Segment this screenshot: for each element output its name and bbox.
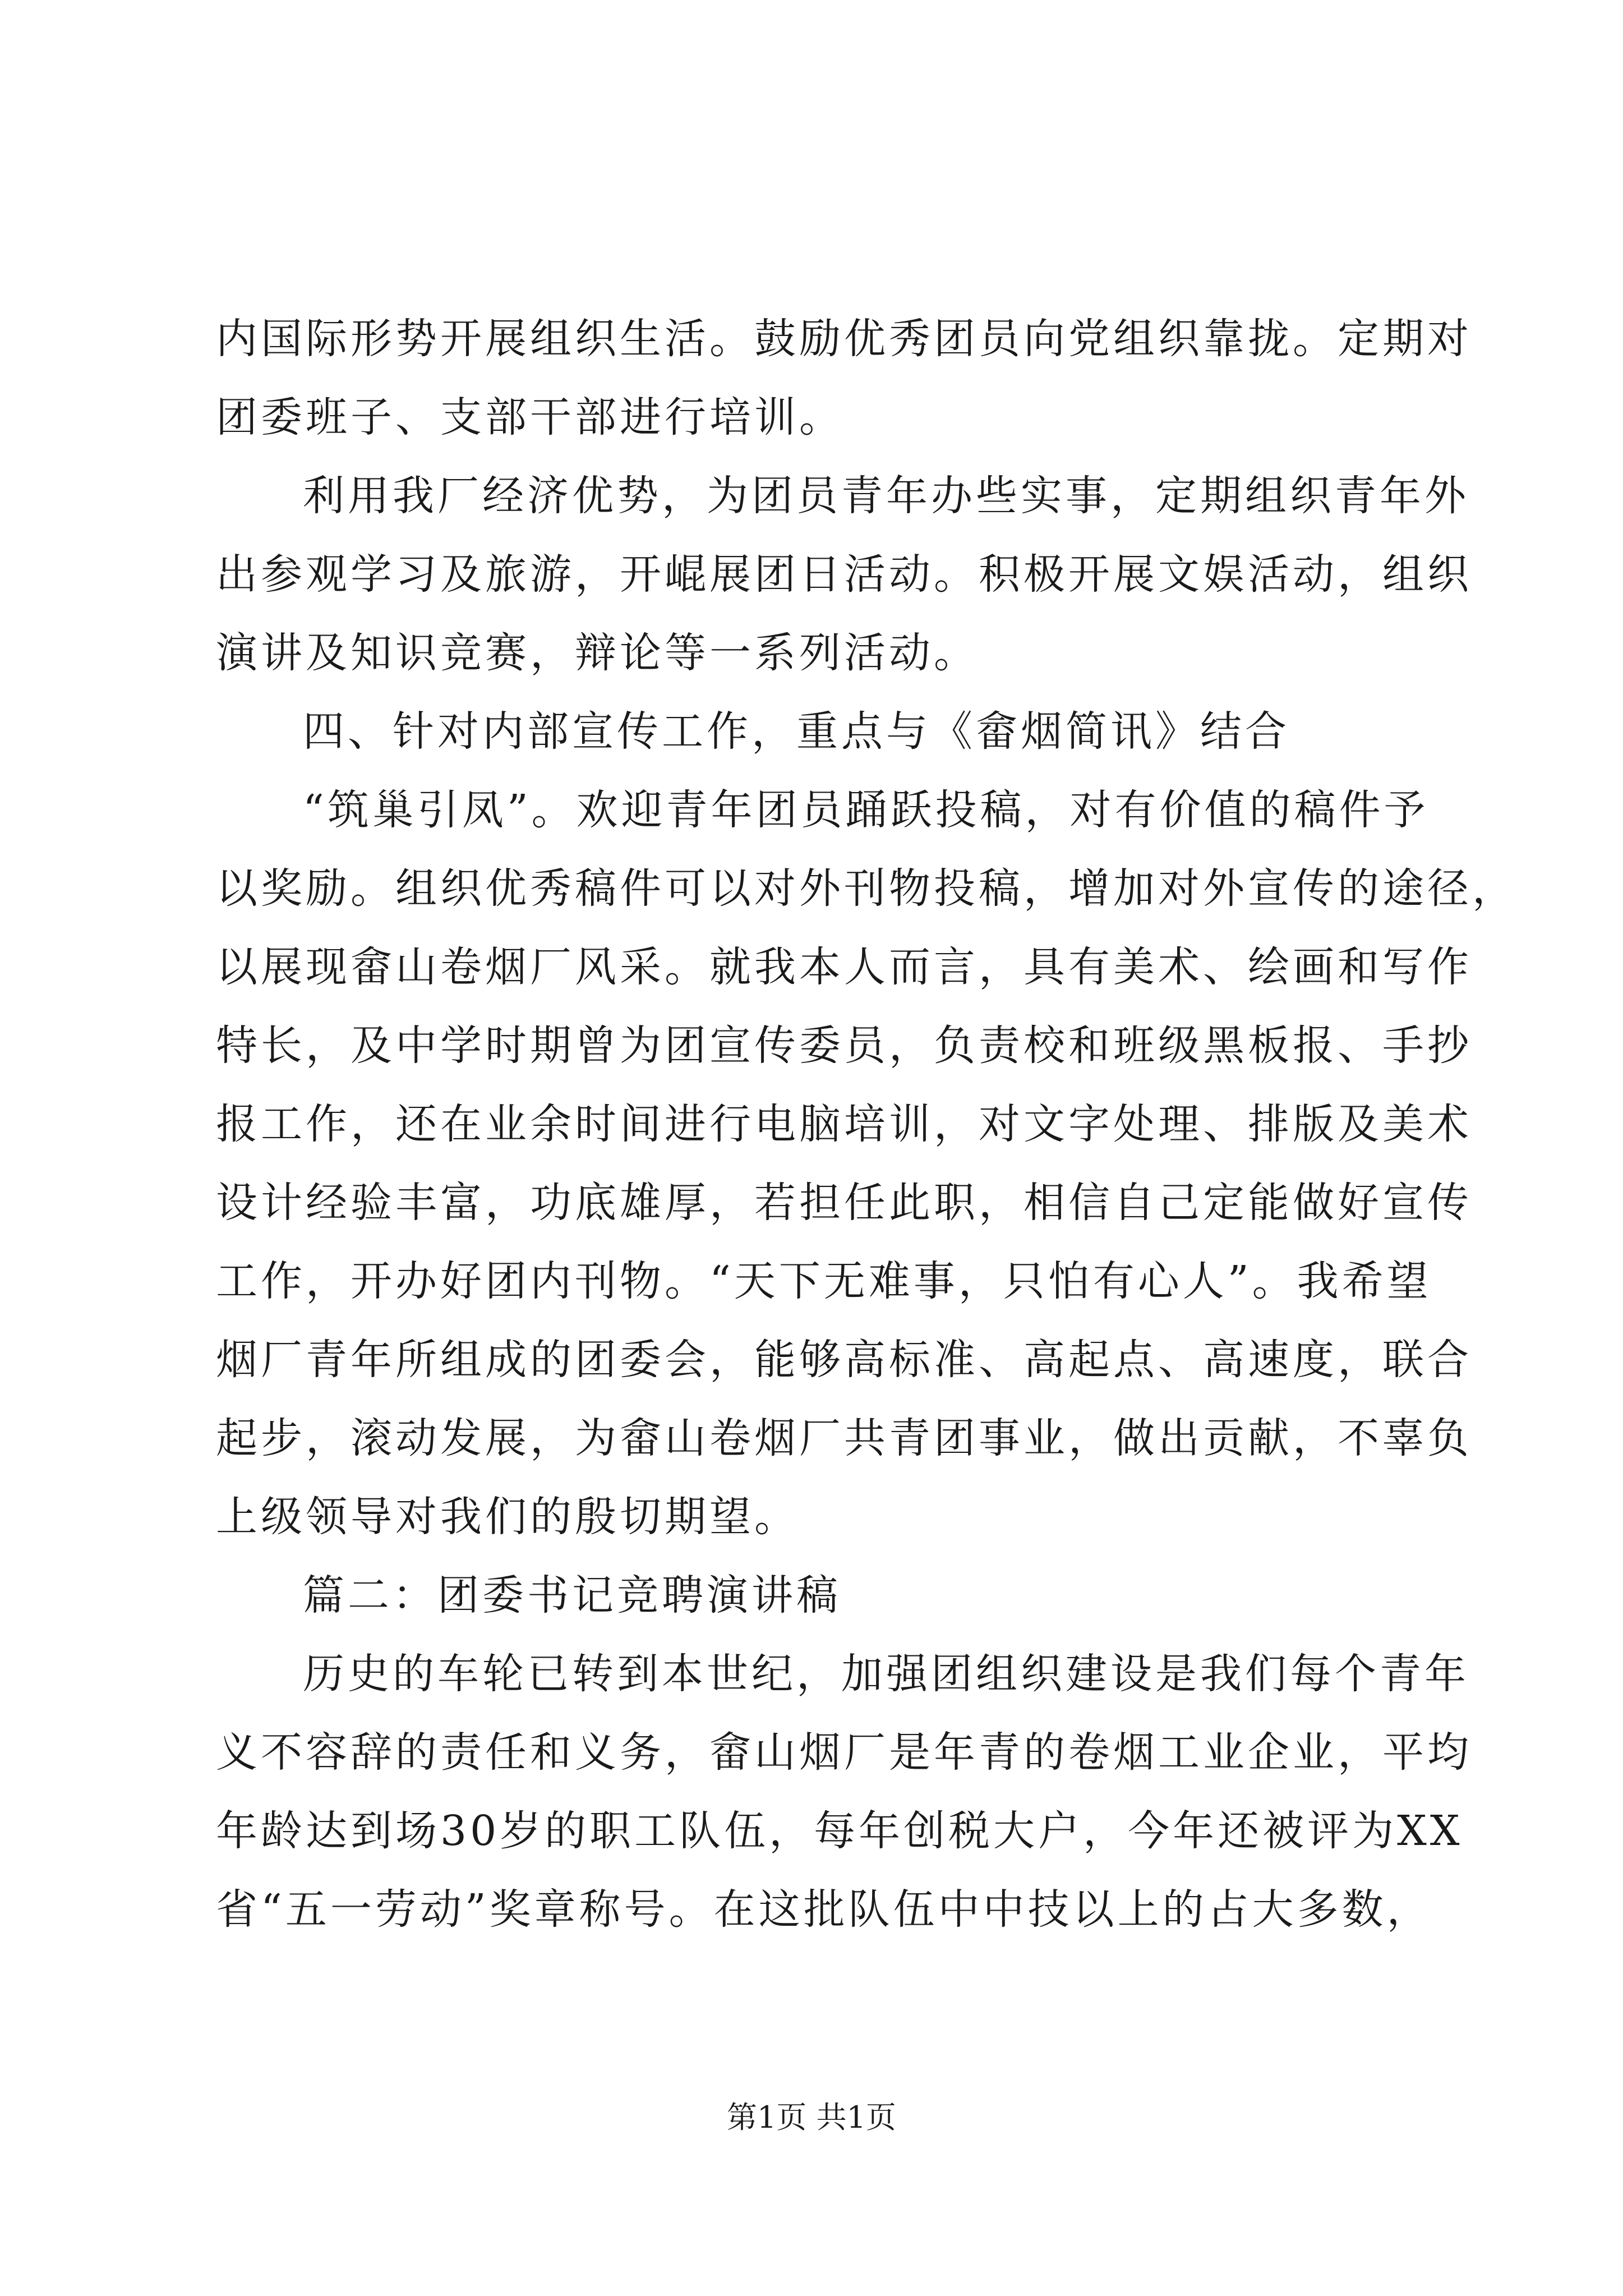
text-line: 团委班子、支部干部进行培训。	[216, 393, 844, 441]
text-line: 特长，及中学时期曾为团宣传委员，负责校和班级黑板报、手抄	[216, 1022, 1472, 1070]
paragraph-start-line: “筑巢引凤”。欢迎青年团员踊跃投稿，对有价值的稿件予	[303, 786, 1429, 834]
section-heading-line: 四、针对内部宣传工作，重点与《畲烟简讯》结合	[303, 707, 1290, 756]
text-line: 出参观学习及旅游，开崐展团日活动。积极开展文娱活动，组织	[216, 550, 1472, 599]
page-footer: 第1页 共1页	[727, 2100, 896, 2135]
text-line: 起步，滚动发展，为畲山卷烟厂共青团事业，做出贡献，不辜负	[216, 1414, 1472, 1462]
text-line: 年龄达到场30岁的职工队伍，每年创税大户，今年还被评为XX	[216, 1807, 1463, 1855]
text-line: 以展现畲山卷烟厂风采。就我本人而言，具有美术、绘画和写作	[216, 943, 1472, 991]
text-line: 义不容辞的责任和义务，畲山烟厂是年青的卷烟工业企业，平均	[216, 1728, 1472, 1777]
text-line: 上级领导对我们的殷切期望。	[216, 1493, 799, 1541]
text-line: 烟厂青年所组成的团委会，能够高标准、高起点、高速度，联合	[216, 1336, 1472, 1384]
text-line: 内国际形势开展组织生活。鼓励优秀团员向党组织靠拢。定期对	[216, 315, 1472, 363]
text-line: 工作，开办好团内刊物。“天下无难事，只怕有心人”。我希望	[216, 1257, 1432, 1305]
text-line: 设计经验丰富，功底雄厚，若担任此职，相信自己定能做好宣传	[216, 1179, 1472, 1227]
text-line: 演讲及知识竞赛，辩论等一系列活动。	[216, 629, 979, 677]
text-line: 省“五一劳动”奖章称号。在这批队伍中中技以上的占大多数，	[216, 1885, 1432, 1934]
paragraph-start-line: 利用我厂经济优势，为团员青年办些实事，定期组织青年外	[303, 472, 1469, 520]
text-line: 以奖励。组织优秀稿件可以对外刊物投稿，增加对外宣传的途径，	[216, 864, 1517, 913]
text-line: 报工作，还在业余时间进行电脑培训，对文字处理、排版及美术	[216, 1100, 1472, 1148]
section-heading-line: 篇二：团委书记竞聘演讲稿	[303, 1571, 841, 1619]
paragraph-start-line: 历史的车轮已转到本世纪，加强团组织建设是我们每个青年	[303, 1650, 1469, 1698]
